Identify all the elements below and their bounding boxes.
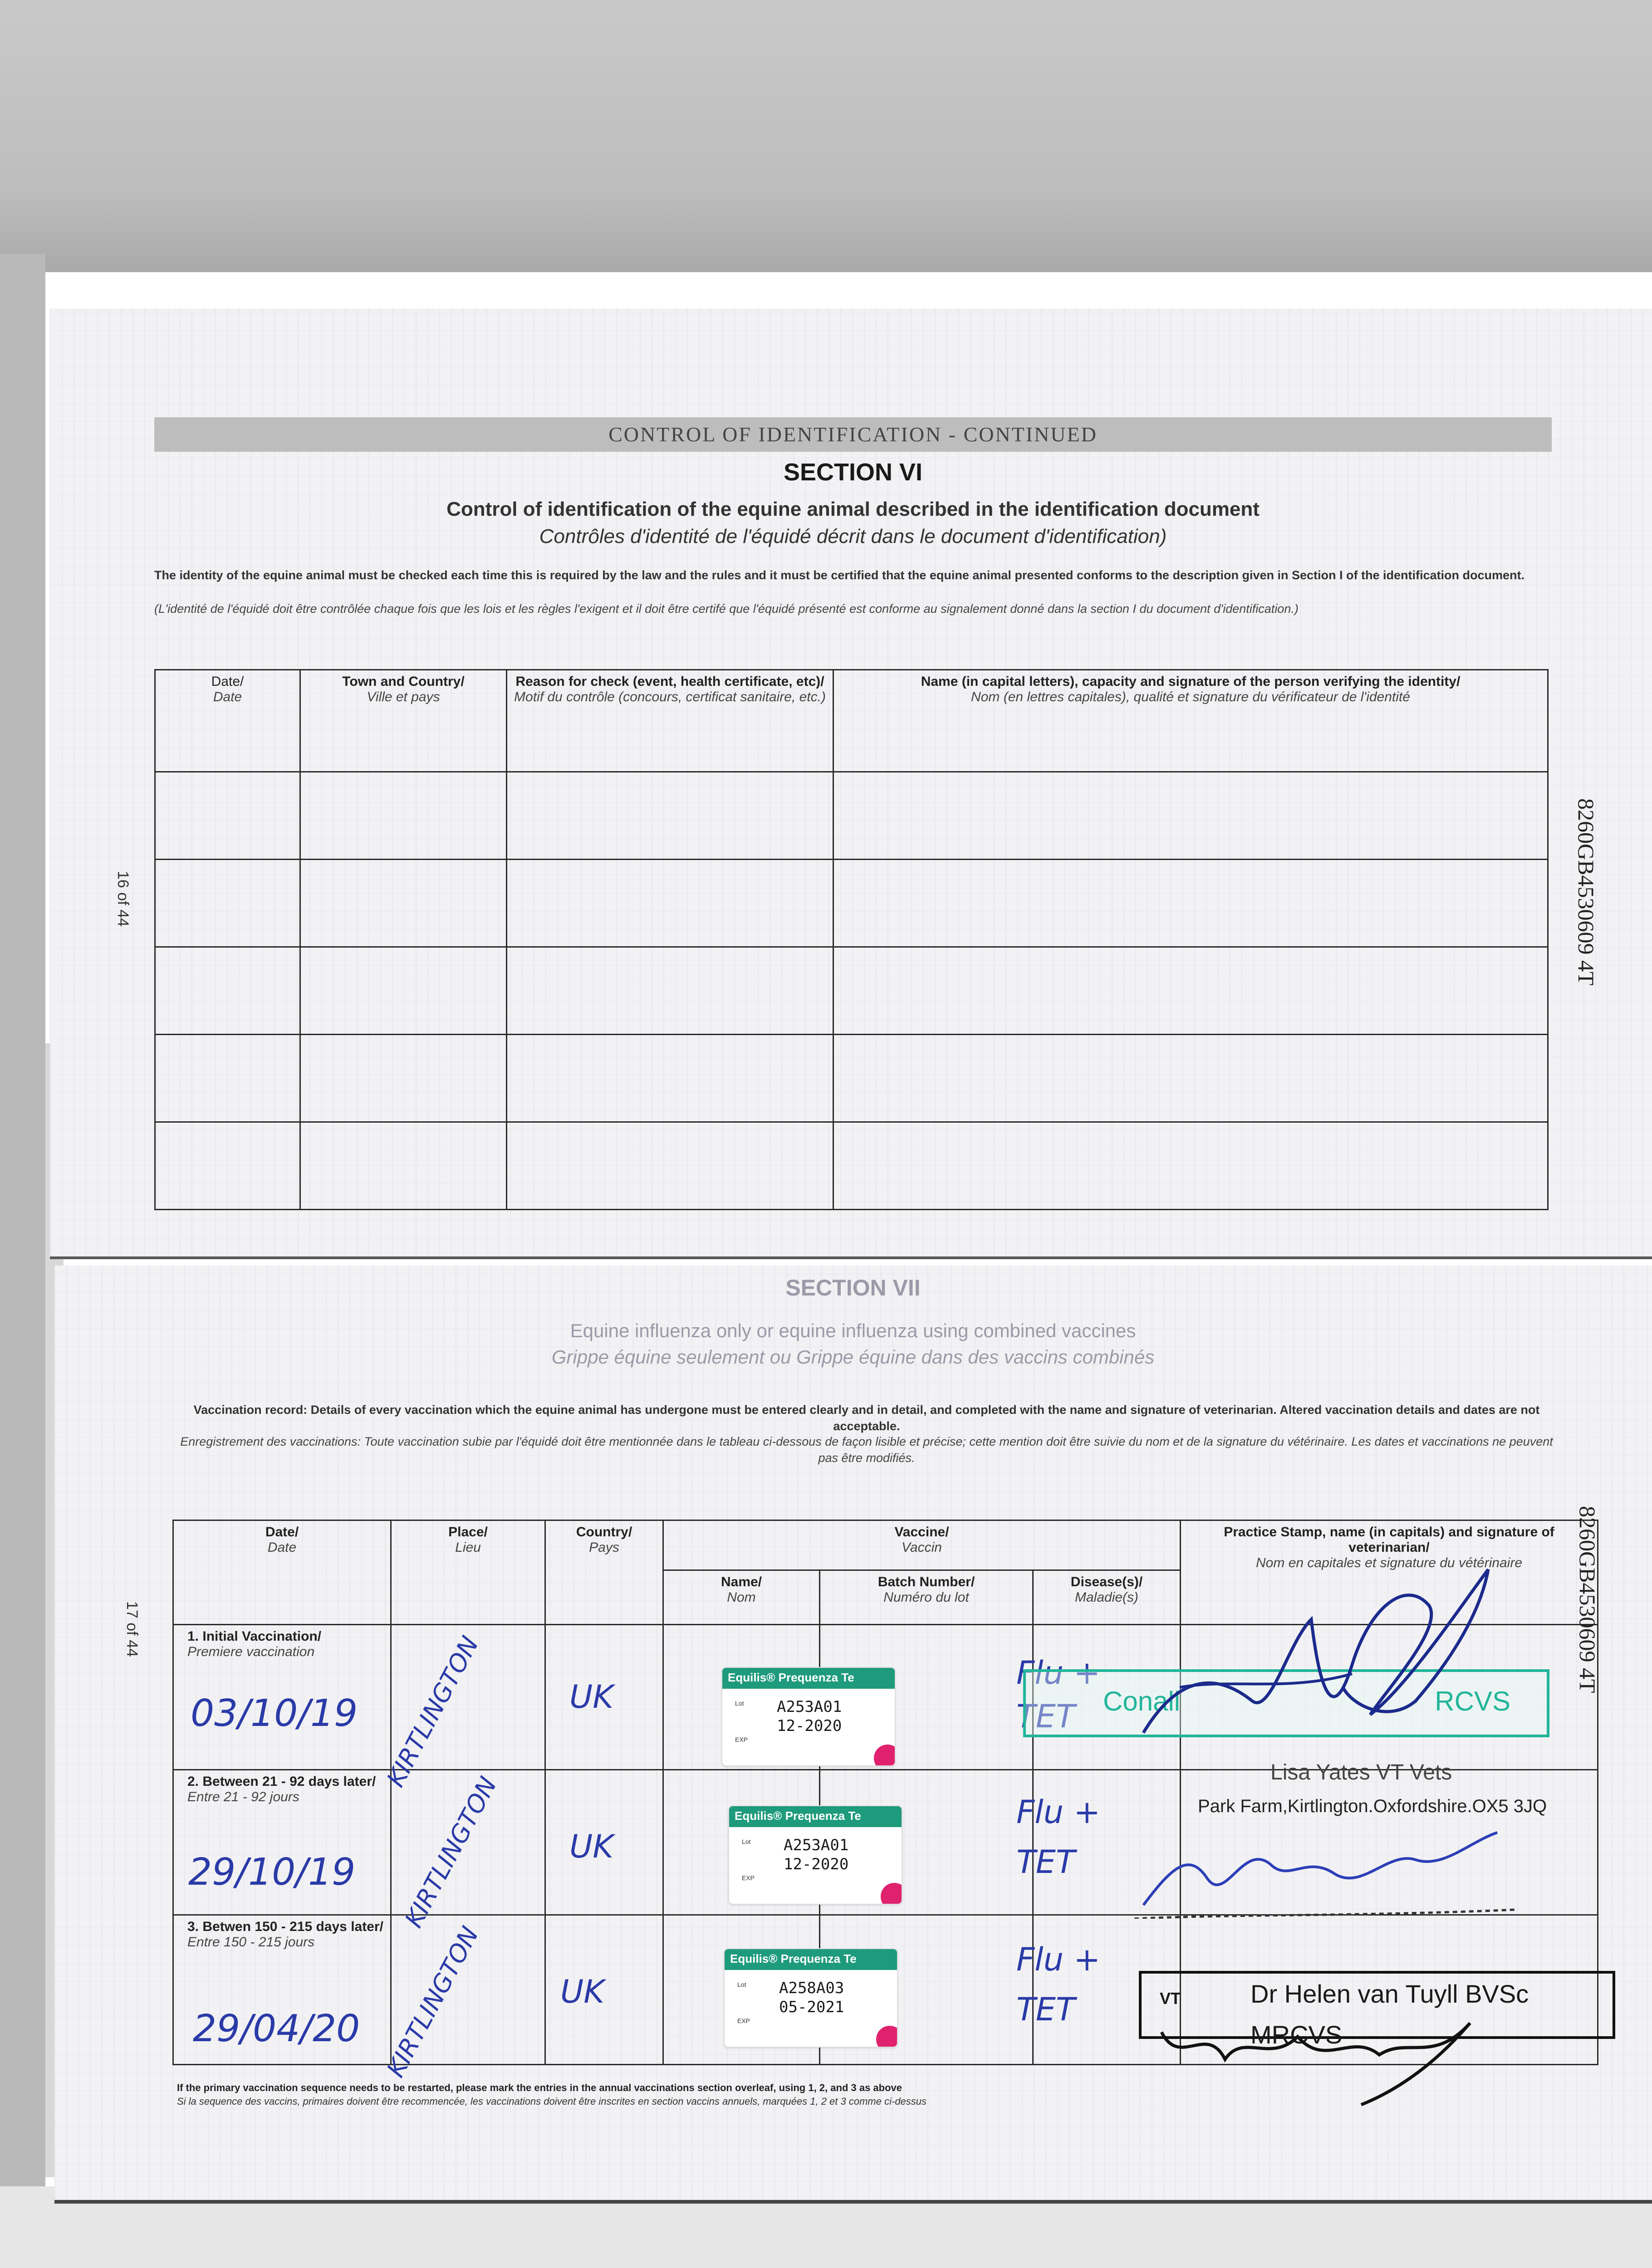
stamp-green-left-text: Conall: [1103, 1686, 1181, 1716]
row1-date: 03/10/19: [191, 1692, 358, 1735]
col-header-verifier: Name (in capital letters), capacity and signature of the person verifying the identity/ Nom (en lettres capitales), qualité et signature du vérificateur de l'identité: [833, 670, 1548, 772]
signature-vet-3: [1152, 2005, 1497, 2114]
page-number-17: 17 of 44: [123, 1601, 141, 1657]
row2-country: UK: [569, 1828, 614, 1865]
practice-address: Park Farm,Kirtlington.Oxfordshire.OX5 3JQ: [1198, 1796, 1547, 1816]
document-id-bottom: 8260GB4530609 4T: [1575, 1506, 1600, 1693]
section-vi-title: SECTION VI: [783, 459, 923, 486]
row3-place: KIRTLINGTON: [381, 1921, 485, 2082]
col-header-date: Date/ Date: [173, 1520, 391, 1625]
section-vi-intro-en: The identity of the equine animal must be checked each time this is required by the law and the rules and it must be certified that the equine animal presented conforms to the description given in Section I of the identification document.: [154, 568, 1525, 582]
vaccination-row-3: 3. Betwen 150 - 215 days later/ Entre 150 - 215 jours: [173, 1915, 1598, 2065]
col-header-date: Date/ Date: [155, 670, 300, 772]
section-vii-title: SECTION VII: [785, 1275, 921, 1300]
table-row: [155, 947, 1548, 1035]
col-header-vaccine-name: Name/ Nom: [663, 1570, 820, 1625]
page-number-16: 16 of 44: [114, 871, 132, 927]
row2-date: 29/10/19: [188, 1851, 356, 1894]
row2-disease: Flu + TET: [1016, 1794, 1100, 1881]
col-header-batch: Batch Number/ Numéro du lot: [820, 1570, 1033, 1625]
row1-place: KIRTLINGTON: [381, 1631, 485, 1792]
vaccine-sticker-2: Equilis® Prequenza Te Lot A253A01 12-2020 EXP: [728, 1805, 902, 1905]
signature-vet-1: [1116, 1551, 1525, 1760]
section-vi-intro-fr: (L'identité de l'équidé doit être contrôlée chaque fois que les lois et les règles l'exigent et il doit être certifé que l'équidé présenté est conforme au signalement donné dans la section I du document d'identification.): [154, 602, 1299, 616]
identity-check-table: [154, 669, 1549, 1210]
section-vi-subtitle-fr: Contrôles d'identité de l'équidé décrit dans le document d'identification): [539, 525, 1167, 547]
col-header-place: Place/ Lieu: [391, 1520, 545, 1625]
section-vii-intro-fr: Enregistrement des vaccinations: Toute vaccination subie par l'équidé doit être mentionnée dans le tableau ci-dessous de façon lisible et précise; cette mention doit être suivie du nom et de la signature du vétérinaire. Les dates et vaccinations ne peuvent pas être modifiés.: [180, 1435, 1553, 1465]
col-header-town: Town and Country/ Ville et pays: [300, 670, 507, 772]
row1-disease: Flu + TET: [1016, 1654, 1100, 1735]
stamp-green-right-text: RCVS: [1435, 1686, 1510, 1716]
col-header-reason: Reason for check (event, health certificate, etc)/ Motif du contrôle (concours, certificat sanitaire, etc.): [507, 670, 833, 772]
footnote-en: If the primary vaccination sequence needs to be restarted, please mark the entries in the annual vaccinations section overleaf, using 1, 2, and 3 as above: [177, 2082, 902, 2093]
row1-country: UK: [569, 1678, 614, 1716]
row3-disease: Flu + TET: [1016, 1941, 1100, 2028]
vet-name-helen-van-tuyll: Dr Helen van Tuyll BVSc MRCVS: [1250, 1980, 1529, 2049]
page-edge-left: [0, 254, 45, 2204]
table-row: [155, 860, 1548, 947]
row3-country: UK: [560, 1973, 605, 2010]
signature-vet-2: [1134, 1814, 1515, 1919]
scanner-background-top: [0, 0, 1652, 272]
table-row: [155, 1122, 1548, 1210]
vaccine-sticker-3: Equilis® Prequenza Te Lot A258A03 05-2021 EXP: [724, 1948, 898, 2048]
row3-date: 29/04/20: [193, 2007, 360, 2050]
row2-place: KIRTLINGTON: [399, 1772, 503, 1932]
vaccination-row-2: 2. Between 21 - 92 days later/ Entre 21 - 92 jours: [173, 1770, 1598, 1915]
col-header-disease: Disease(s)/ Maladie(s): [1033, 1570, 1181, 1625]
section-vii-intro-en: Vaccination record: Details of every vaccination which the equine animal has undergone must be entered clearly and in detail, and completed with the name and signature of veterinarian. Altered vaccination details and dates are not acceptable.: [193, 1403, 1540, 1433]
vet-name-lisa-yates: Lisa Yates VT Vets: [1270, 1760, 1452, 1784]
vaccination-row-1: 1. Initial Vaccination/ Premiere vaccination: [173, 1625, 1598, 1770]
col-header-practice: Practice Stamp, name (in capitals) and signature of veterinarian/ Nom en capitales et signature du vétérinaire: [1181, 1520, 1598, 1625]
section-banner: CONTROL OF IDENTIFICATION - CONTINUED: [154, 417, 1552, 452]
stamp-black-prefix: VT: [1160, 1989, 1181, 2008]
table-row: [155, 772, 1548, 860]
col-header-country: Country/ Pays: [545, 1520, 663, 1625]
col-header-vaccine: Vaccine/ Vaccin: [663, 1520, 1181, 1570]
vaccine-sticker-1: Equilis® Prequenza Te Lot A253A01 12-2020 EXP: [721, 1667, 896, 1766]
table-row: [155, 1035, 1548, 1122]
section-vii-subtitle-en: Equine influenza only or equine influenza using combined vaccines: [570, 1320, 1136, 1341]
footnote-fr: Si la sequence des vaccins, primaires doivent être recommencée, les vaccinations doivent être inscrites en section vaccins annuels, marquées 1, 2 et 3 comme ci-dessus: [177, 2096, 927, 2107]
document-id-top: 8260GB4530609 4T: [1574, 798, 1599, 986]
section-vii-subtitle-fr: Grippe équine seulement ou Grippe équine dans des vaccins combinés: [551, 1346, 1155, 1368]
section-vi-subtitle-en: Control of identification of the equine animal described in the identification document: [446, 498, 1260, 520]
